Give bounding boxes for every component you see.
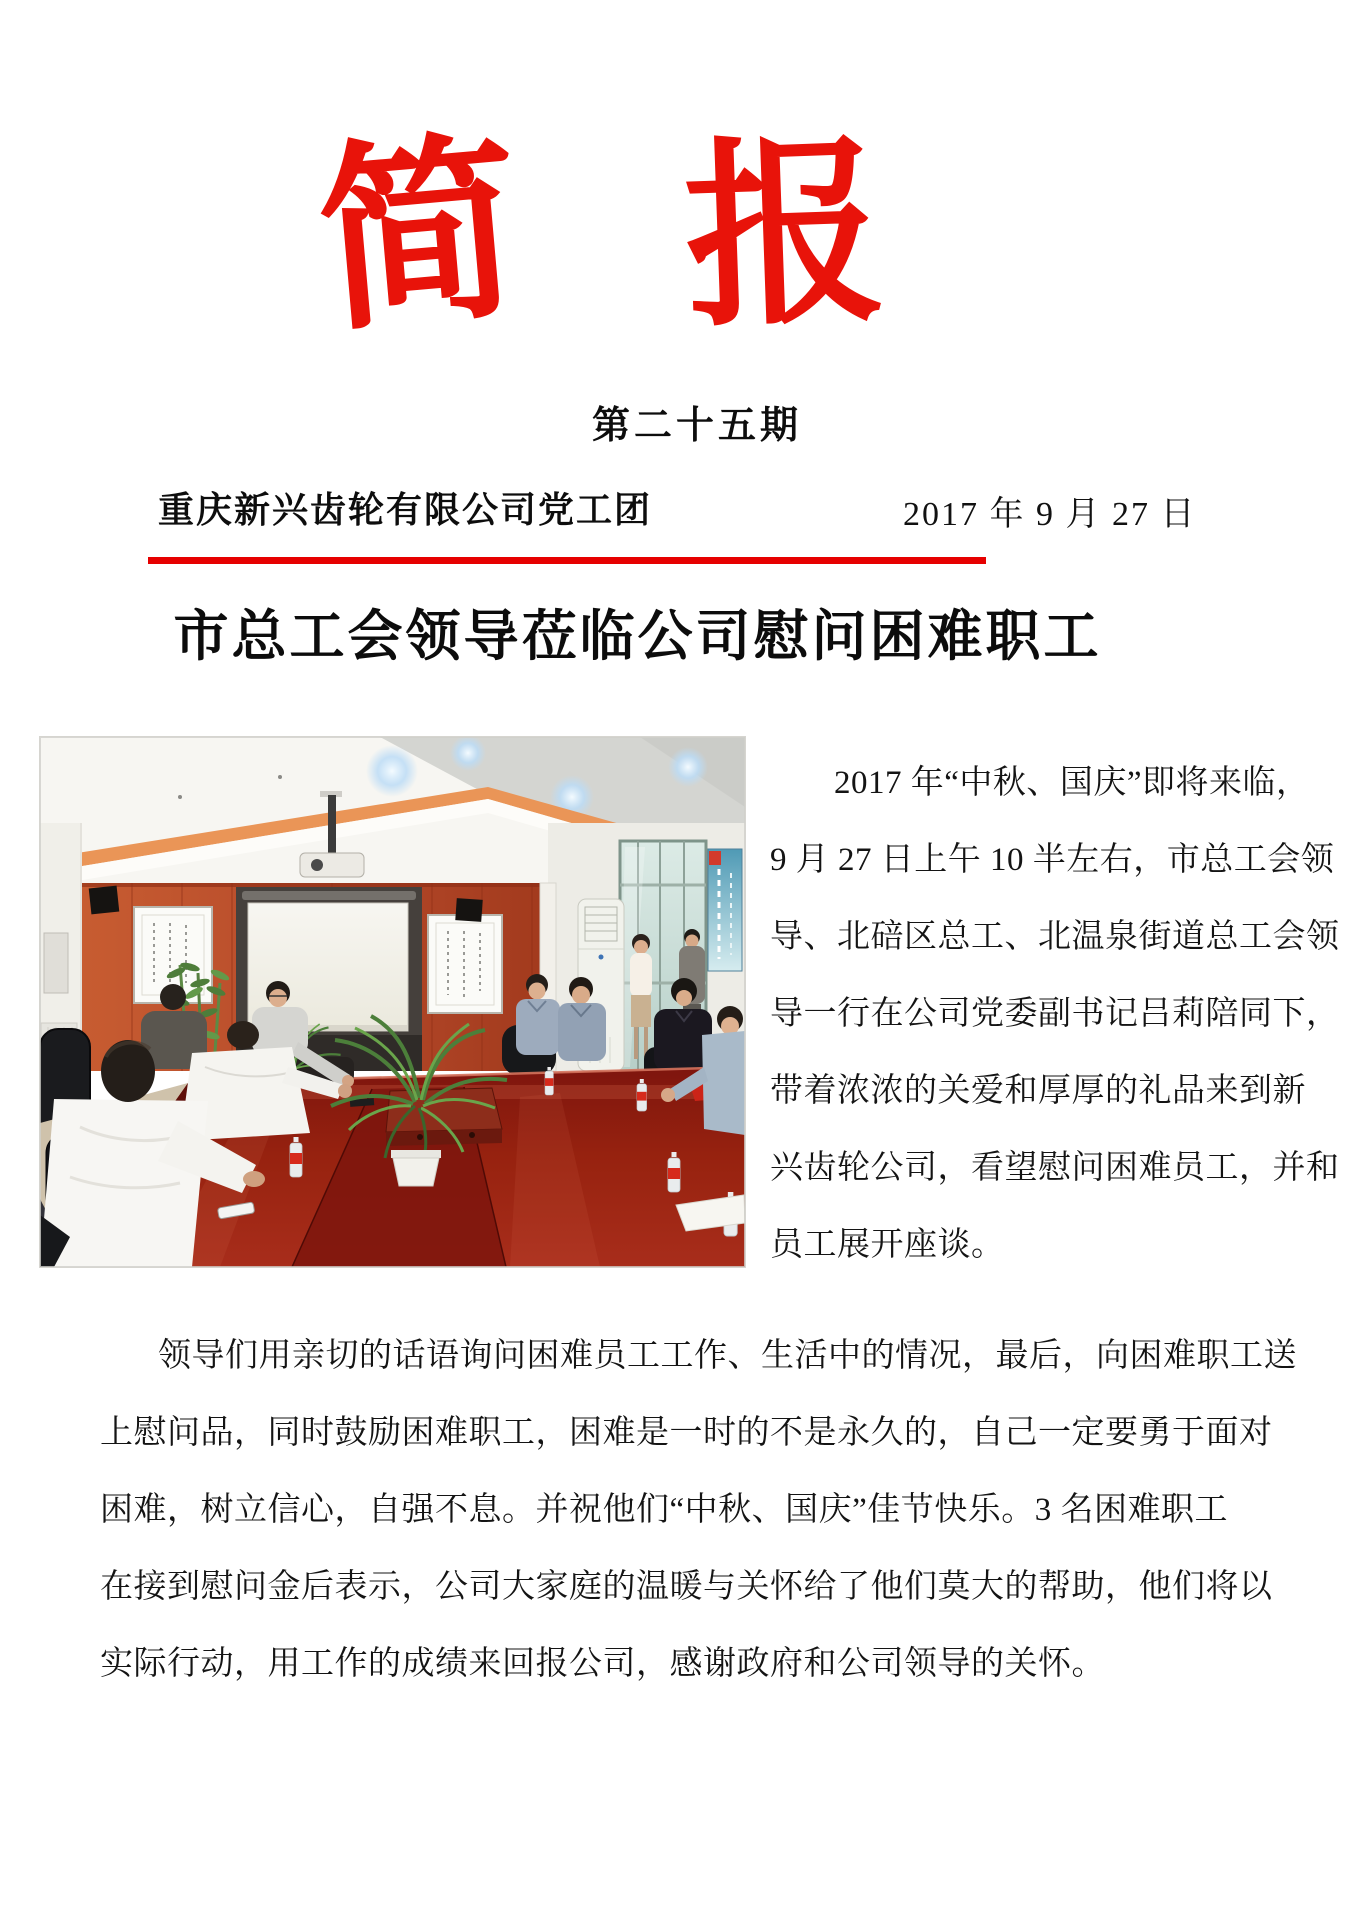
lead-line: 9 月 27 日上午 10 半左右，市总工会领 (770, 842, 1335, 878)
masthead-char-jian: 简 (310, 118, 530, 357)
masthead-char-bao: 报 (681, 123, 889, 352)
lead-line: 带着浓浓的关爱和厚厚的礼品来到新 (770, 1073, 1306, 1109)
meeting-photo (40, 737, 745, 1267)
ceiling-light (366, 745, 418, 797)
lead-line: 导一行在公司党委副书记吕莉陪同下， (770, 996, 1340, 1032)
body-line: 困难，树立信心，自强不息。并祝他们“中秋、国庆”佳节快乐。3 名困难职工 (100, 1492, 1229, 1528)
organization-name: 重庆新兴齿轮有限公司党工团 (158, 490, 653, 530)
wall-poster (708, 849, 742, 971)
ceiling-light (668, 747, 708, 787)
article-headline: 市总工会领导莅临公司慰问困难职工 (173, 605, 1102, 667)
body-line: 在接到慰问金后表示，公司大家庭的温暖与关怀给了他们莫大的帮助，他们将以 (100, 1569, 1273, 1605)
meeting-room-scene (40, 737, 745, 1267)
body-line: 上慰问品，同时鼓励困难职工，困难是一时的不是永久的，自己一定要勇于面对 (100, 1415, 1273, 1451)
speaker-right (455, 898, 482, 922)
speaker-left (89, 886, 120, 915)
lead-line: 2017 年“中秋、国庆”即将来临， (834, 765, 1310, 801)
lead-line: 员工展开座谈。 (770, 1227, 1005, 1263)
lead-paragraph (770, 745, 1340, 1284)
header-divider-line (148, 557, 986, 564)
publication-date: 2017 年 9 月 27 日 (903, 496, 1197, 533)
calligraphy-frame-right (428, 915, 502, 1013)
plant-pot (391, 1150, 441, 1158)
body-line: 领导们用亲切的话语询问困难员工工作、生活中的情况，最后，向困难职工送 (158, 1338, 1297, 1374)
body-paragraph (100, 1318, 1297, 1703)
lead-line: 兴齿轮公司，看望慰问困难员工，并和 (770, 1150, 1340, 1186)
lead-line: 导、北碚区总工、北温泉街道总工会领 (770, 919, 1340, 955)
masthead-title (310, 118, 890, 357)
issue-number: 第二十五期 (591, 405, 802, 447)
body-line: 实际行动，用工作的成绩来回报公司，感谢政府和公司领导的关怀。 (100, 1646, 1105, 1682)
